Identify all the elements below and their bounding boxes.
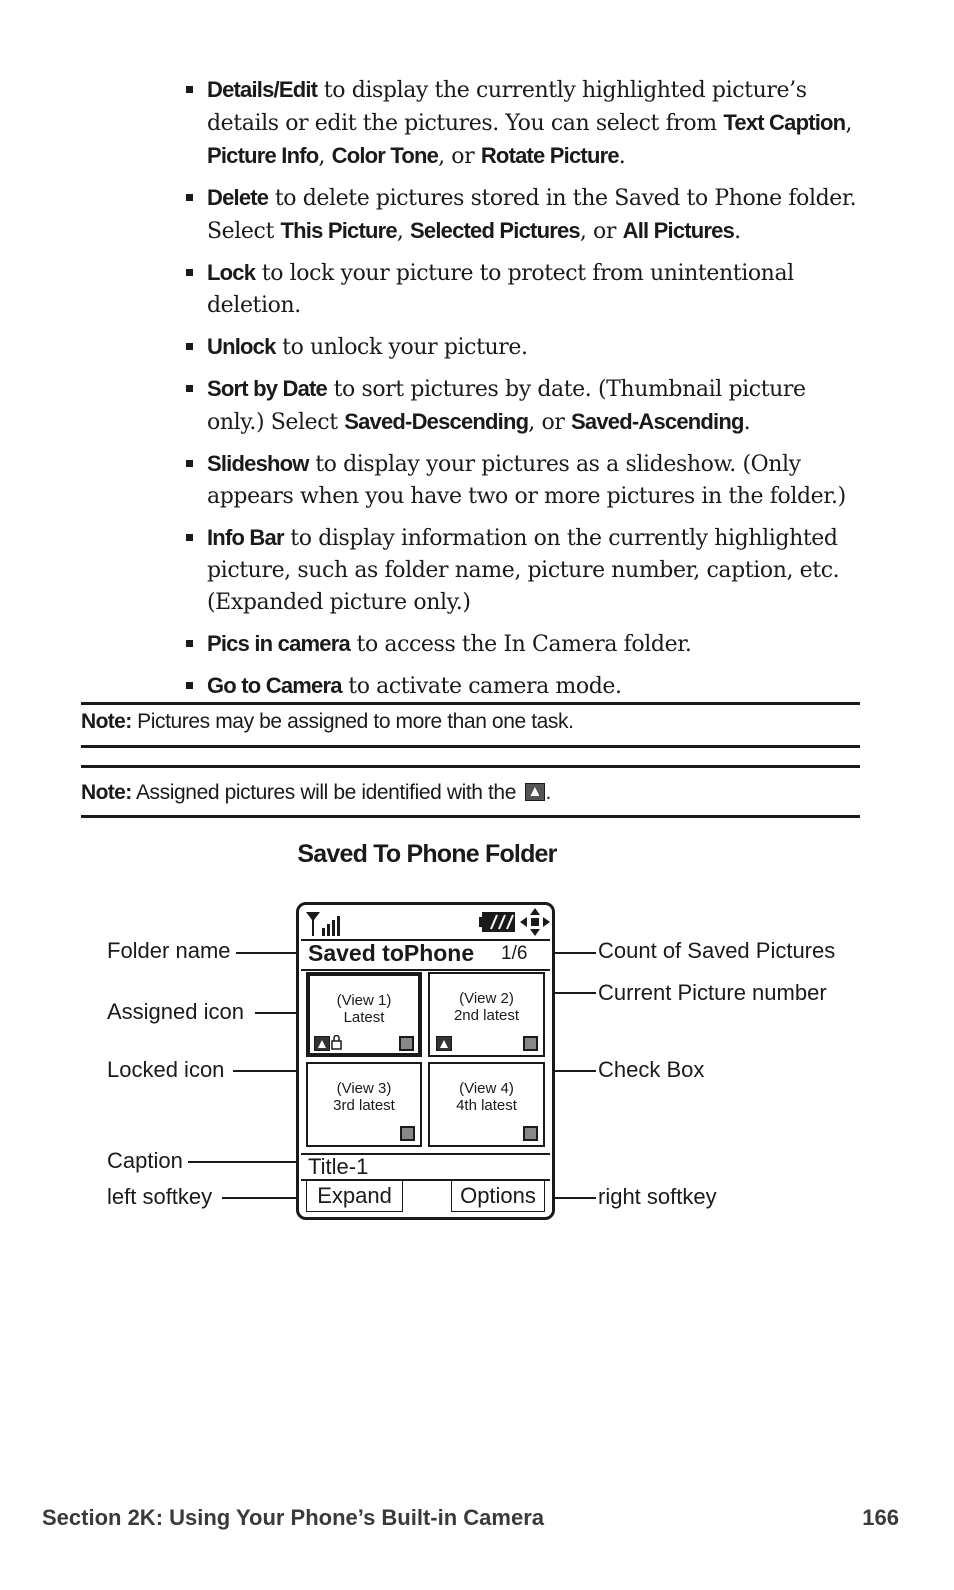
picture-count: 1/6	[501, 943, 528, 964]
bullet-option-name: This Picture	[280, 218, 397, 243]
callout-right-softkey: right softkey	[598, 1184, 717, 1209]
thumbnail-order-label: Latest	[343, 1009, 385, 1026]
bullet-option-name: Color Tone	[331, 143, 439, 168]
bullet-text: , or	[579, 219, 623, 244]
thumbnail-view-label: (View 3)	[336, 1080, 392, 1097]
callout-assigned-icon: Assigned icon	[107, 999, 244, 1024]
bullet-text: .	[618, 144, 626, 169]
bullet-text: .	[734, 219, 741, 244]
bullet-text: to lock your picture to protect from unintentional deletion.	[207, 261, 794, 318]
bullet-option-name: All Pictures	[622, 218, 735, 243]
bullet-option-name: Selected Pictures	[410, 218, 580, 243]
note-text: Pictures may be assigned to more than one task.	[131, 710, 574, 733]
bullet-option-name: Picture Info	[207, 143, 319, 168]
note-text: Assigned pictures will be identified with the	[131, 781, 522, 804]
bullet-term: Unlock	[207, 334, 276, 359]
thumbnail-2[interactable]	[428, 972, 545, 1057]
bullet-text: to display the currently highlighted picture’s details or edit the pictures. You can select from	[207, 78, 807, 136]
callout-count-saved: Count of Saved Pictures	[598, 938, 836, 963]
bullet-text: ,	[318, 144, 332, 169]
assigned-icon	[436, 1036, 452, 1051]
bullet-term: Sort by Date	[207, 376, 327, 401]
thumbnail-3[interactable]	[306, 1062, 422, 1147]
thumbnail-view-label: (View 1)	[336, 992, 392, 1009]
bullet-term: Pics in camera	[207, 631, 350, 656]
battery-icon	[479, 911, 517, 933]
bullet-text: to activate camera mode.	[341, 674, 622, 699]
note-label: Note:	[81, 710, 132, 733]
note-tail: .	[545, 781, 551, 804]
checkbox-icon[interactable]	[400, 1126, 415, 1141]
header-divider	[301, 969, 550, 971]
signal-icon	[304, 910, 344, 938]
lock-icon	[331, 1035, 342, 1050]
note-label: Note:	[81, 781, 132, 804]
callout-left-softkey: left softkey	[107, 1184, 213, 1209]
picture-caption: Title-1	[308, 1154, 369, 1179]
folder-name: Saved toPhone	[308, 940, 475, 966]
bullet-text: to delete pictures stored in the Saved to Phone folder. Select	[207, 186, 857, 244]
bullet-text: , or	[438, 144, 481, 169]
assigned-icon	[314, 1036, 330, 1051]
bullet-text: ,	[845, 111, 852, 136]
thumbnail-order-label: 3rd latest	[333, 1097, 395, 1114]
figure-title: Saved To Phone Folder	[297, 840, 557, 868]
thumbnail-1[interactable]	[306, 972, 422, 1057]
callout-check-box: Check Box	[598, 1057, 705, 1082]
callout-current-number: Current Picture number	[598, 980, 827, 1005]
bullet-option-name: Saved-Descending	[344, 409, 529, 434]
bullet-option-name: Saved-Ascending	[571, 409, 744, 434]
thumbnail-view-label: (View 2)	[459, 990, 514, 1007]
bullet-text: to display your pictures as a slideshow. (Only appears when you have two or more pictures in the folder.)	[207, 452, 846, 509]
thumbnail-4[interactable]	[428, 1062, 545, 1147]
bullet-term: Lock	[207, 260, 256, 285]
bullet-term: Delete	[207, 185, 269, 210]
bullet-term: Go to Camera	[207, 673, 342, 698]
bullet-term: Details/Edit	[207, 77, 318, 102]
bullet-term: Slideshow	[207, 451, 309, 476]
bullet-text: to display information on the currently highlighted picture, such as folder name, picture number, caption, etc. (Expanded picture only.)	[207, 526, 840, 615]
thumbnail-order-label: 2nd latest	[453, 1007, 520, 1024]
checkbox-icon[interactable]	[523, 1036, 538, 1051]
thumbnail-view-label: (View 4)	[459, 1080, 514, 1097]
bullet-text: ,	[396, 219, 411, 244]
footer-section-title: Section 2K: Using Your Phone’s Built-in Camera	[42, 1505, 545, 1530]
callout-locked-icon: Locked icon	[107, 1057, 225, 1082]
nav-key-icon	[519, 907, 551, 937]
thumbnail-order-label: 4th latest	[456, 1097, 517, 1114]
bullet-text: to sort pictures by date. (Thumbnail picture only.) Select	[207, 377, 806, 435]
bullet-text: , or	[528, 410, 572, 435]
bullet-term: Info Bar	[207, 525, 284, 550]
bullet-option-name: Text Caption	[723, 110, 846, 135]
bullet-text: .	[743, 410, 751, 435]
bullet-text: to access the In Camera folder.	[349, 632, 692, 657]
checkbox-icon[interactable]	[399, 1036, 414, 1051]
callout-folder-name: Folder name	[107, 938, 231, 963]
bullet-text: to unlock your picture.	[275, 335, 528, 360]
left-softkey-button[interactable]: Expand	[306, 1180, 403, 1212]
footer-page-number: 166	[862, 1505, 899, 1530]
right-softkey-button[interactable]: Options	[451, 1180, 545, 1212]
bullet-option-name: Rotate Picture	[480, 143, 619, 168]
checkbox-icon[interactable]	[523, 1126, 538, 1141]
callout-caption: Caption	[107, 1148, 183, 1173]
